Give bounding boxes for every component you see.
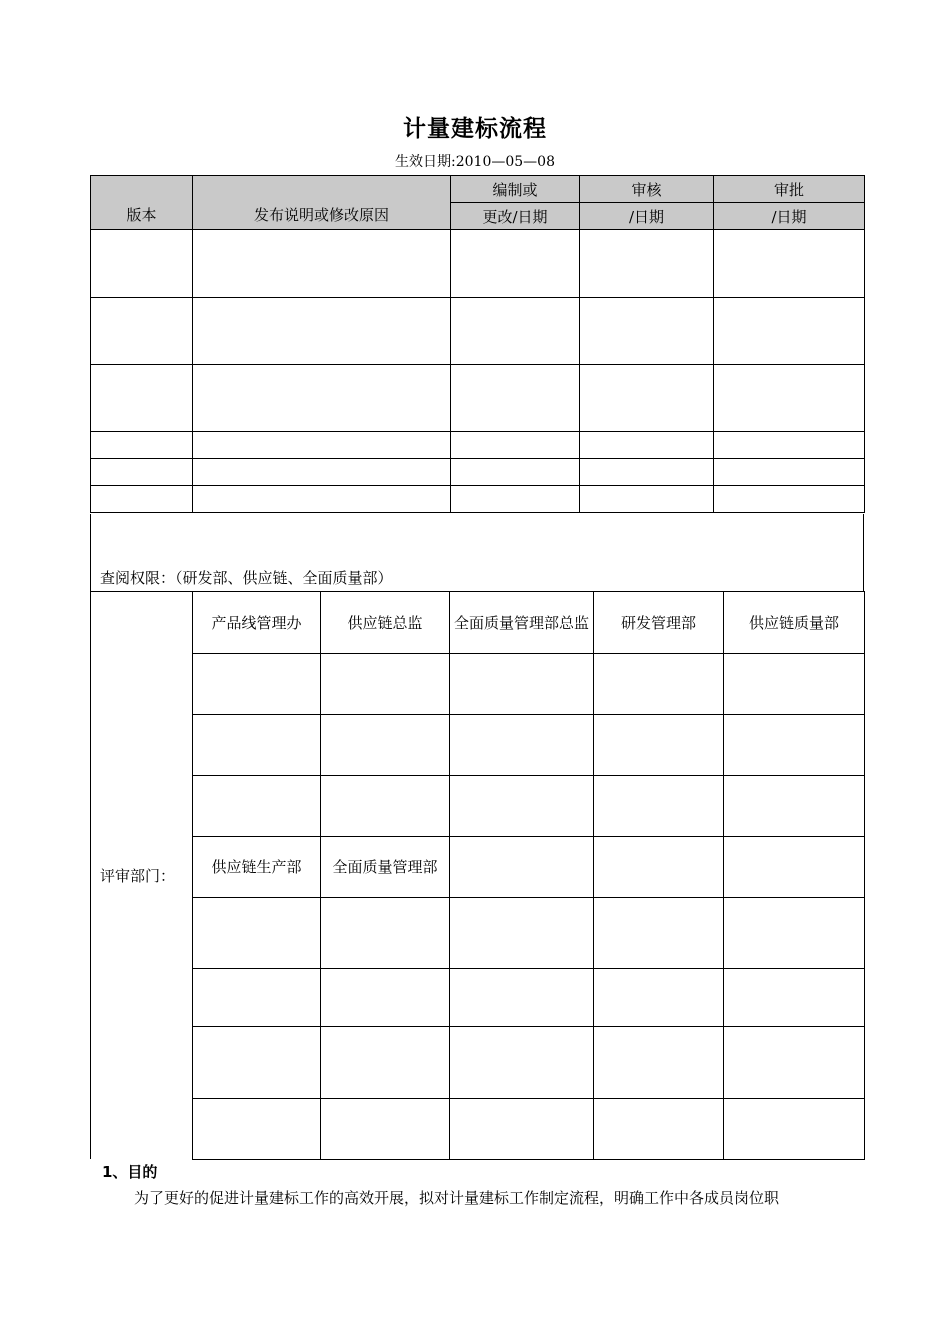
table-row — [91, 298, 865, 365]
dept-cell: 研发管理部 — [594, 592, 724, 654]
table-row — [193, 776, 865, 837]
header-approve-bottom: /日期 — [714, 203, 865, 230]
header-review-bottom: /日期 — [580, 203, 714, 230]
body-paragraph: 为了更好的促进计量建标工作的高效开展，拟对计量建标工作制定流程，明确工作中各成员岗位职 — [134, 1189, 780, 1207]
header-description: 发布说明或修改原因 — [193, 176, 451, 230]
table-row — [193, 1099, 865, 1160]
table-row — [193, 898, 865, 969]
table-row — [91, 230, 865, 298]
dept-cell: 供应链质量部 — [724, 592, 865, 654]
table-row — [91, 486, 865, 513]
dept-cell: 产品线管理办 — [193, 592, 321, 654]
table-row — [193, 654, 865, 715]
review-header-row — [193, 837, 865, 898]
section-heading: 1、目的 — [102, 1163, 158, 1181]
header-approve-top: 审批 — [714, 176, 865, 203]
table-row — [193, 969, 865, 1027]
revision-table — [90, 175, 865, 513]
review-label-cell — [90, 591, 193, 1159]
review-table — [192, 591, 865, 1160]
header-edit-bottom: 更改/日期 — [451, 203, 580, 230]
dept-cell: 全面质量管理部总监 — [450, 592, 594, 654]
dept-cell: 全面质量管理部 — [321, 837, 450, 898]
effective-date: 生效日期:2010—05—08 — [395, 154, 555, 170]
table-row — [91, 459, 865, 486]
table-row — [91, 432, 865, 459]
dept-cell: 供应链总监 — [321, 592, 450, 654]
header-edit-top: 编制或 — [451, 176, 580, 203]
permission-text: 查阅权限：（研发部、供应链、全面质量部） — [100, 569, 393, 587]
permission-box — [90, 514, 864, 592]
header-version: 版本 — [91, 176, 193, 230]
document-title: 计量建标流程 — [403, 116, 547, 142]
table-row — [193, 715, 865, 776]
header-review-top: 审核 — [580, 176, 714, 203]
review-label: 评审部门： — [100, 867, 176, 885]
table-row — [193, 1027, 865, 1099]
table-row — [91, 365, 865, 432]
dept-cell: 供应链生产部 — [193, 837, 321, 898]
review-header-row — [193, 592, 865, 654]
